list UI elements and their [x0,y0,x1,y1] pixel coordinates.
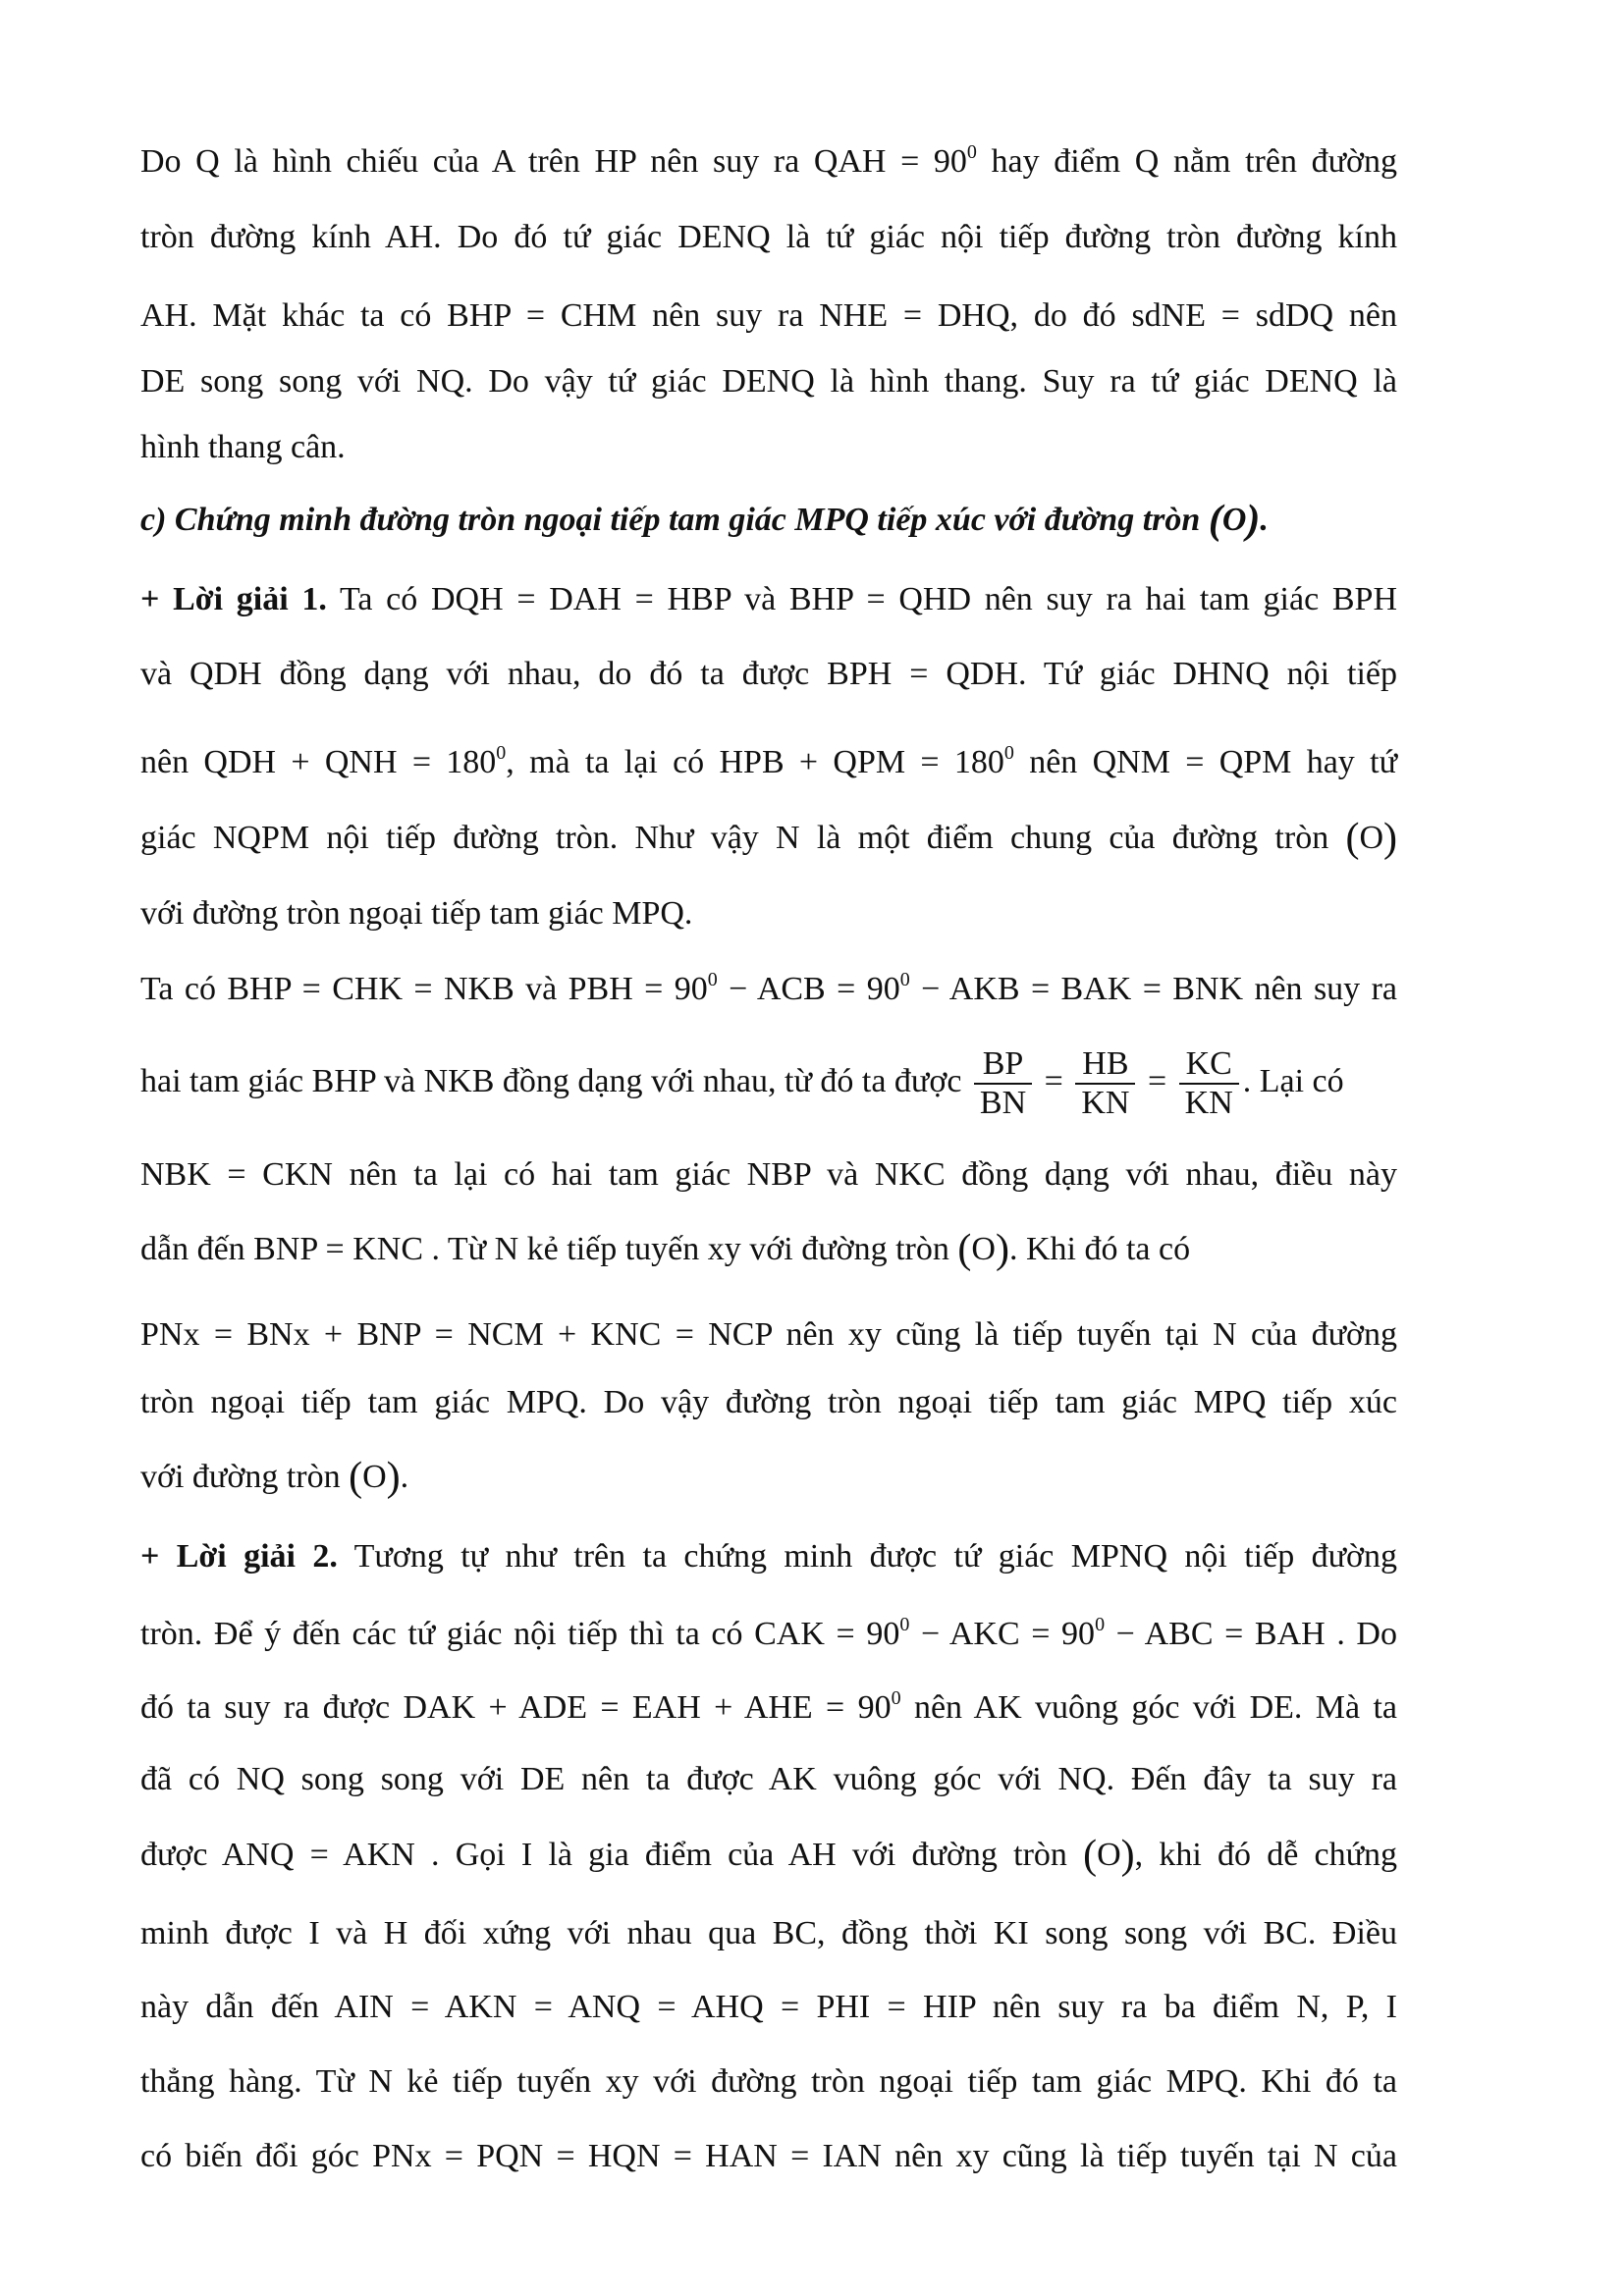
text-line: với đường tròn ngoại tiếp tam giác MPQ. [140,895,693,932]
text-line: minh được I và H đối xứng với nhau qua BC, đồng thời KI song song với BC. Điều [140,1915,1397,1951]
text-line: DE song song với NQ. Do vậy tứ giác DENQ là hình thang. Suy ra tứ giác DENQ là [140,363,1397,400]
solution-2-start: + Lời giải 2. Tương tự như trên ta chứng minh được tứ giác MPNQ nội tiếp đường [140,1538,1397,1575]
text-line: có biến đổi góc PNx = PQN = HQN = HAN = IAN nên xy cũng là tiếp tuyến tại N của [140,2138,1397,2174]
solution-1-start: + Lời giải 1. Ta có DQH = DAH = HBP và BHP = QHD nên suy ra hai tam giác BPH [140,581,1398,617]
fraction: $\frac{BP}{BN}$ [974,1045,1032,1122]
text-line: tròn. Để ý đến các tứ giác nội tiếp thì ta có CAK = $90^0$ − AKC = $90^0$ − ABC = BAH . Do [140,1614,1397,1652]
text-line: Ta có BHP = CHK = NKB và PBH = $90^0$ − ACB = $90^0$ − AKB = BAK = BNK nên suy ra [140,969,1397,1007]
solution-1-label: + Lời giải 1. [140,581,327,617]
text-line: tròn đường kính AH. Do đó tứ giác DENQ là tứ giác nội tiếp đường tròn đường kính [140,219,1397,255]
text-line: thẳng hàng. Từ N kẻ tiếp tuyến xy với đường tròn ngoại tiếp tam giác MPQ. Khi đó ta [140,2063,1397,2100]
fraction: $\frac{HB}{KN}$ [1075,1045,1135,1122]
text-line: này dẫn đến AIN = AKN = ANQ = AHQ = PHI = HIP nên suy ra ba điểm N, P, I [140,1989,1397,2025]
text-line: giác NQPM nội tiếp đường tròn. Như vậy N là một điểm chung của đường tròn (O) [140,816,1397,861]
text-line-with-fractions: hai tam giác BHP và NKB đồng dạng với nhau, từ đó ta được $\frac{BP}{BN}$ = $\frac{HB}{KN}$ = $\frac{KC}{KN}$ . Lại có [140,1045,1344,1122]
solution-2-label: + Lời giải 2. [140,1538,338,1575]
fraction: $\frac{KC}{KN}$ [1179,1045,1239,1122]
text-line: nên QDH + QNH = $180^0$, mà ta lại có HPB + QPM = $180^0$ nên QNM = QPM hay tứ [140,742,1397,780]
text-line: NBK = CKN nên ta lại có hai tam giác NBP và NKC đồng dạng với nhau, điều này [140,1156,1397,1193]
text-line: AH. Mặt khác ta có BHP = CHM nên suy ra NHE = DHQ, do đó sdNE = sdDQ nên [140,297,1397,334]
text-line: với đường tròn (O). [140,1455,409,1500]
text-line: và QDH đồng dạng với nhau, do đó ta được BPH = QDH. Tứ giác DHNQ nội tiếp [140,656,1397,692]
text-line: PNx = BNx + BNP = NCM + KNC = NCP nên xy cũng là tiếp tuyến tại N của đường [140,1316,1397,1353]
text-line: được ANQ = AKN . Gọi I là gia điểm của AH với đường tròn (O), khi đó dễ chứng [140,1833,1397,1878]
text-line: hình thang cân. [140,429,346,465]
text-line: đó ta suy ra được DAK + ADE = EAH + AHE = $90^0$ nên AK vuông góc với DE. Mà ta [140,1687,1397,1726]
section-heading: c) Chứng minh đường tròn ngoại tiếp tam giác MPQ tiếp xúc với đường tròn (O). [140,498,1269,543]
text-line: đã có NQ song song với DE nên ta được AK vuông góc với NQ. Đến đây ta suy ra [140,1761,1397,1797]
text-line: Do Q là hình chiếu của A trên HP nên suy ra QAH = $90^0$ hay điểm Q nằm trên đường [140,141,1397,180]
text-line: dẫn đến BNP = KNC . Từ N kẻ tiếp tuyến xy với đường tròn (O). Khi đó ta có [140,1227,1191,1272]
text-line: tròn ngoại tiếp tam giác MPQ. Do vậy đường tròn ngoại tiếp tam giác MPQ tiếp xúc [140,1384,1397,1420]
